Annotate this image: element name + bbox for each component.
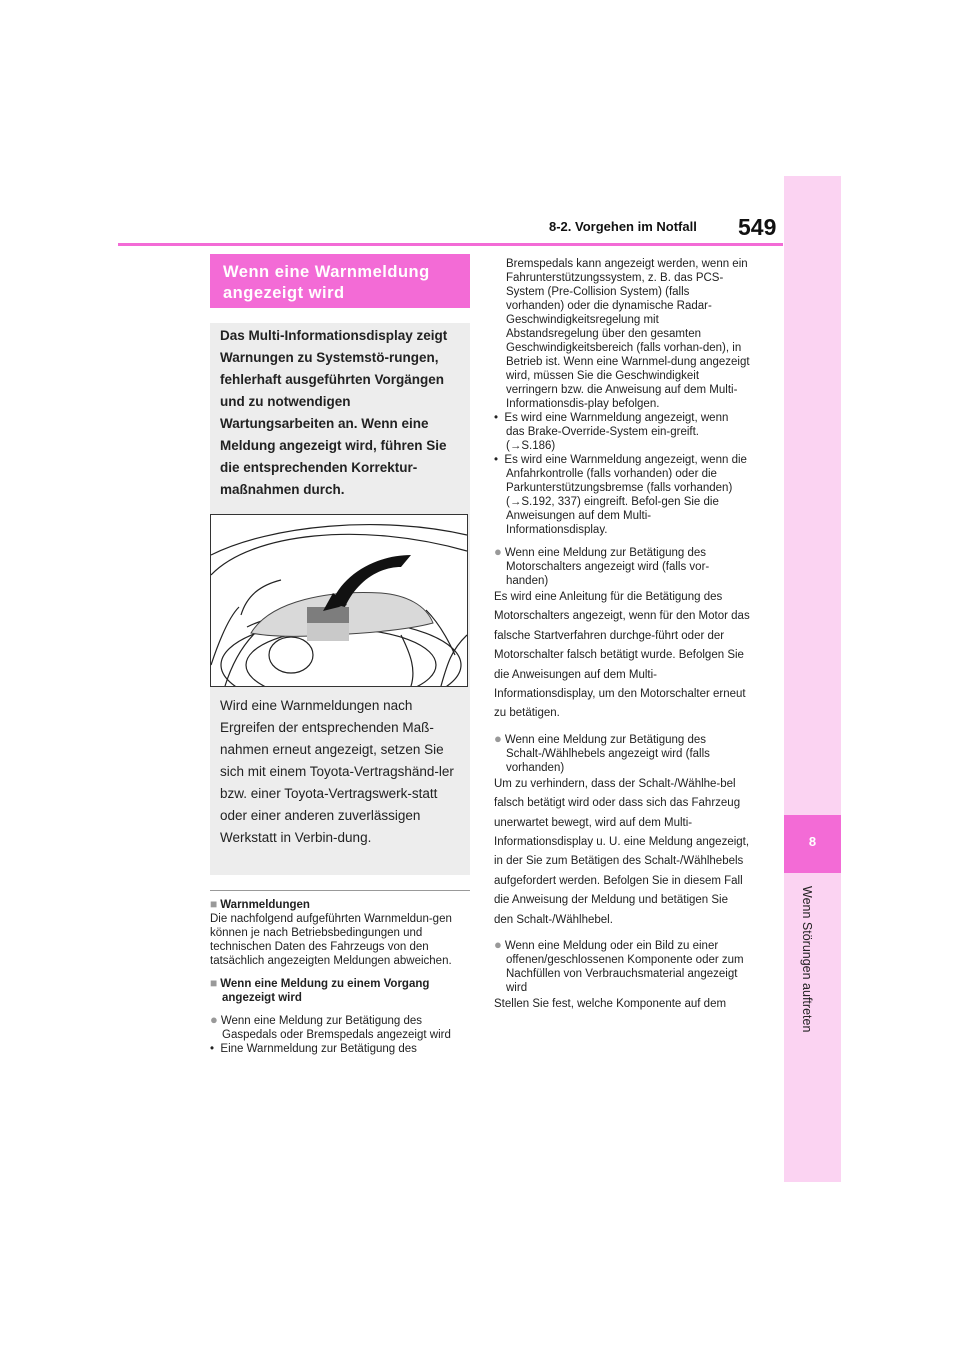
item-motorschalter-title [494, 545, 750, 588]
circle-marker: ● [494, 544, 502, 559]
bullet-marker: • [494, 412, 499, 424]
info-box [210, 323, 470, 875]
bullet-text: Eine Warnmeldung zur Betätigung des [220, 1043, 417, 1055]
bullet-warnmeldung [210, 1042, 465, 1056]
header-rule [118, 243, 783, 246]
left-column [210, 897, 465, 1056]
item-gaspedal [210, 1013, 465, 1042]
circle-marker: ● [494, 730, 502, 746]
item-motorschalter-text: Es wird eine Anleitung für die Betätigung des Motorschalters angezeigt, wenn für den Motor das falsche Startverfahren durchge-führt oder der Motorschalter falsch betätigt wurde. Befolgen Sie die Anweisungen auf dem Multi-Informationsdisplay, um den Motorschalter erneut zu betätigen. [494, 591, 750, 720]
section-warnmeldungen-title [210, 897, 465, 912]
bullet-brake-override [494, 411, 750, 453]
item-text: Wenn eine Meldung zur Betätigung des Schalt-/Wählhebels angezeigt wird (falls vorhanden) [504, 733, 710, 774]
section-warnmeldungen-text: Die nachfolgend aufgeführten Warnmeldun-gen können je nach Betriebsbedingungen und technischen Daten des Fahrzeugs von den tatsächlich angezeigten Meldungen abweichen. [210, 913, 452, 967]
circle-marker: ● [210, 1012, 218, 1027]
section-vorgang-title [210, 976, 465, 1005]
square-marker: ■ [210, 897, 218, 911]
bullet-anfahrkontrolle [494, 453, 750, 537]
section-heading-box [210, 254, 470, 308]
square-marker: ■ [210, 976, 218, 990]
item-komponente-title [494, 938, 750, 995]
item-waehlhebel-title [494, 732, 750, 775]
section-title-text: Warnmeldungen [220, 899, 310, 911]
section-title: 8-2. Vorgehen im Notfall [549, 219, 697, 234]
dashboard-drawing [211, 515, 467, 686]
item-waehlhebel-text: Um zu verhindern, dass der Schalt-/Wählhe-bel falsch betätigt wird oder dass sich das Fahrzeug unerwartet bewegt, wird auf dem Multi-Informationsdisplay u. U. eine Meldung angezeigt, in der Sie zum Betätigen des Schalt-/Wählhebels aufgefordert werden. Befolgen Sie in diesem Fall die Anweisung der Meldung und betätigen Sie den Schalt-/Wählhebel. [494, 777, 750, 926]
section-title-text: Wenn eine Meldung zu einem Vorgang angezeigt wird [220, 978, 430, 1004]
bullet-marker: • [210, 1043, 215, 1055]
chapter-title: Wenn Störungen auftreten [800, 886, 814, 1033]
right-column [494, 257, 750, 1015]
item-text: Wenn eine Meldung zur Betätigung des Gaspedals oder Bremspedals angezeigt wird [220, 1015, 451, 1041]
warning-note: Wird eine Warnmeldungen nach Ergreifen der entsprechenden Maß-nahmen erneut angezeigt, setzen Sie sich mit einem Toyota-Vertragshänd-ler bzw. einer Toyota-Vertragswerk-statt oder einer anderen zuverlässigen Werkstatt in Verbin-dung. [220, 698, 454, 845]
column-divider [210, 890, 470, 891]
item-text: Wenn eine Meldung oder ein Bild zu einer offenen/geschlossenen Komponente oder zum Nachfüllen von Verbrauchsmaterial angezeigt wird [504, 940, 744, 995]
item-komponente-text: Stellen Sie fest, welche Komponente auf dem [494, 998, 727, 1011]
bullet-text: Es wird eine Warnmeldung angezeigt, wenn die Anfahrkontrolle (falls vorhanden) oder die Parkunterstützungsbremse (falls vorhanden) (→S.192, 337) eingreift. Befol-gen Sie die Anweisungen auf dem Multi-Informationsdisplay. [504, 454, 747, 536]
section-heading: Wenn eine Warnmeldung angezeigt wird [223, 263, 430, 302]
page-number: 549 [738, 214, 777, 240]
circle-marker: ● [494, 937, 502, 953]
dashboard-illustration [210, 514, 468, 687]
bullet-text: Es wird eine Warnmeldung angezeigt, wenn das Brake-Override-System ein-greift. (→S.186) [504, 412, 729, 452]
bullet-marker: • [494, 454, 499, 466]
intro-text: Das Multi-Informationsdisplay zeigt Warnungen zu Systemstö-rungen, fehlerhaft ausgeführten Vorgängen und zu notwendigen Wartungsarbeiten an. Wenn eine Meldung angezeigt wird, führen Sie die entsprechenden Korrektur-maßnahmen durch. [220, 328, 448, 497]
bullet-continuation: Bremspedals kann angezeigt werden, wenn ein Fahrunterstützungssystem, z. B. das PCS-System (Pre-Collision System) (falls vorhanden) oder die dynamische Radar-Geschwindigkeitsregelung mit Abstandsregelung über den gesamten Geschwindigkeitsbereich (falls vorhan-den), in Betrieb ist. Wenn eine Warnmel-dung angezeigt wird, müssen Sie die Geschwindigkeit verringern bzw. die Anweisung auf dem Multi-Informationsdis-play befolgen. [506, 258, 750, 410]
chapter-number: 8 [808, 834, 817, 849]
item-text: Wenn eine Meldung zur Betätigung des Motorschalters angezeigt wird (falls vor-handen) [504, 547, 710, 587]
